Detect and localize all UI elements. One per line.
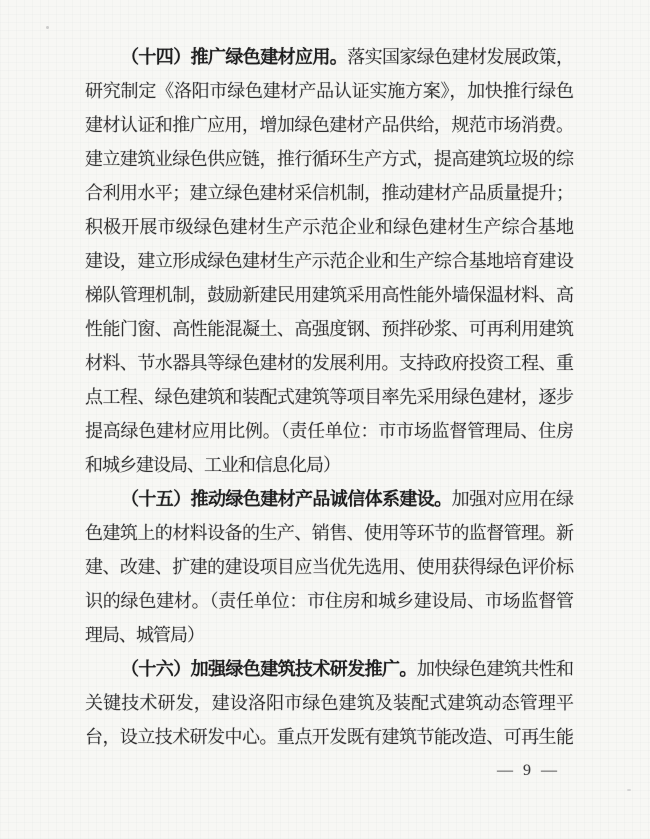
body-text: 梯队管理机制，鼓励新建民用建筑采用高性能外墙保温材料、高	[85, 285, 573, 305]
responsibility-note-text: 和城乡建设局、工业和信息化局）	[85, 455, 340, 475]
body-text: 关键技术研发，建设洛阳市绿色建筑及装配式建筑动态管理平	[85, 693, 573, 713]
body-text: 提高绿色建材应用比例。	[85, 421, 281, 441]
text-line	[85, 244, 573, 278]
body-text: 建立建筑业绿色供应链，推行循环生产方式，提高建筑垃圾的综	[85, 149, 573, 169]
body-text: 研究制定《洛阳市绿色建材产品认证实施方案》，加快推行绿色	[85, 81, 573, 101]
body-text: 材料、节水器具等绿色建材的发展利用。支持政府投资工程、重	[85, 353, 573, 373]
body-text: 识的绿色建材。	[85, 591, 210, 611]
body-text: 点工程、绿色建筑和装配式建筑等项目率先采用绿色建材，逐步	[85, 387, 573, 407]
responsibility-note-text: 理局、城管局）	[85, 625, 204, 645]
document-text	[85, 40, 573, 754]
body-text: 建、改建、扩建的建设项目应当优先选用、使用获得绿色评价标	[85, 557, 573, 577]
text-line	[85, 618, 573, 652]
body-text: 落实国家绿色建材发展政策，	[347, 47, 574, 67]
text-line	[85, 448, 573, 482]
page-number: — 9 —	[497, 762, 560, 779]
scan-artifact-dot	[627, 789, 631, 791]
section-heading-text: （十四）推广绿色建材应用。	[121, 47, 348, 67]
text-line	[85, 380, 573, 414]
text-line	[85, 74, 573, 108]
responsibility-note-text: （责任单位：市住房和城乡建设局、市场监督管	[209, 591, 574, 611]
scan-artifact-dot	[46, 26, 49, 29]
text-line	[85, 652, 573, 686]
section-heading-text: （十五）推动绿色建材产品诚信体系建设。	[121, 489, 452, 509]
text-line	[85, 550, 573, 584]
body-text: 建设，建立形成绿色建材生产示范企业和生产综合基地培育建设	[85, 251, 573, 271]
body-text: 台，设立技术研发中心。重点开发既有建筑节能改造、可再生能	[85, 727, 573, 747]
text-line	[85, 686, 573, 720]
section-heading-text: （十六）加强绿色建筑技术研发推广。	[121, 659, 417, 679]
text-line	[85, 210, 573, 244]
text-line	[85, 312, 573, 346]
text-line	[85, 278, 573, 312]
text-line	[85, 40, 573, 74]
text-line	[85, 108, 573, 142]
body-text: 加快绿色建筑共性和	[416, 659, 574, 679]
responsibility-note-text: （责任单位：市市场监督管理局、住房	[280, 421, 574, 441]
text-line	[85, 346, 573, 380]
body-text: 积极开展市级绿色建材生产示范企业和绿色建材生产综合基地	[85, 217, 573, 237]
text-line	[85, 720, 573, 754]
body-text: 色建筑上的材料设备的生产、销售、使用等环节的监督管理。新	[85, 523, 573, 543]
body-text: 性能门窗、高性能混凝土、高强度钢、预拌砂浆、可再利用建筑	[85, 319, 573, 339]
body-text: 加强对应用在绿	[451, 489, 574, 509]
text-line	[85, 482, 573, 516]
body-text: 合利用水平；建立绿色建材采信机制，推动建材产品质量提升；	[85, 183, 573, 203]
text-line	[85, 414, 573, 448]
text-line	[85, 584, 573, 618]
text-line	[85, 516, 573, 550]
text-line	[85, 176, 573, 210]
body-text: 建材认证和推广应用，增加绿色建材产品供给，规范市场消费。	[85, 115, 573, 135]
text-line	[85, 142, 573, 176]
